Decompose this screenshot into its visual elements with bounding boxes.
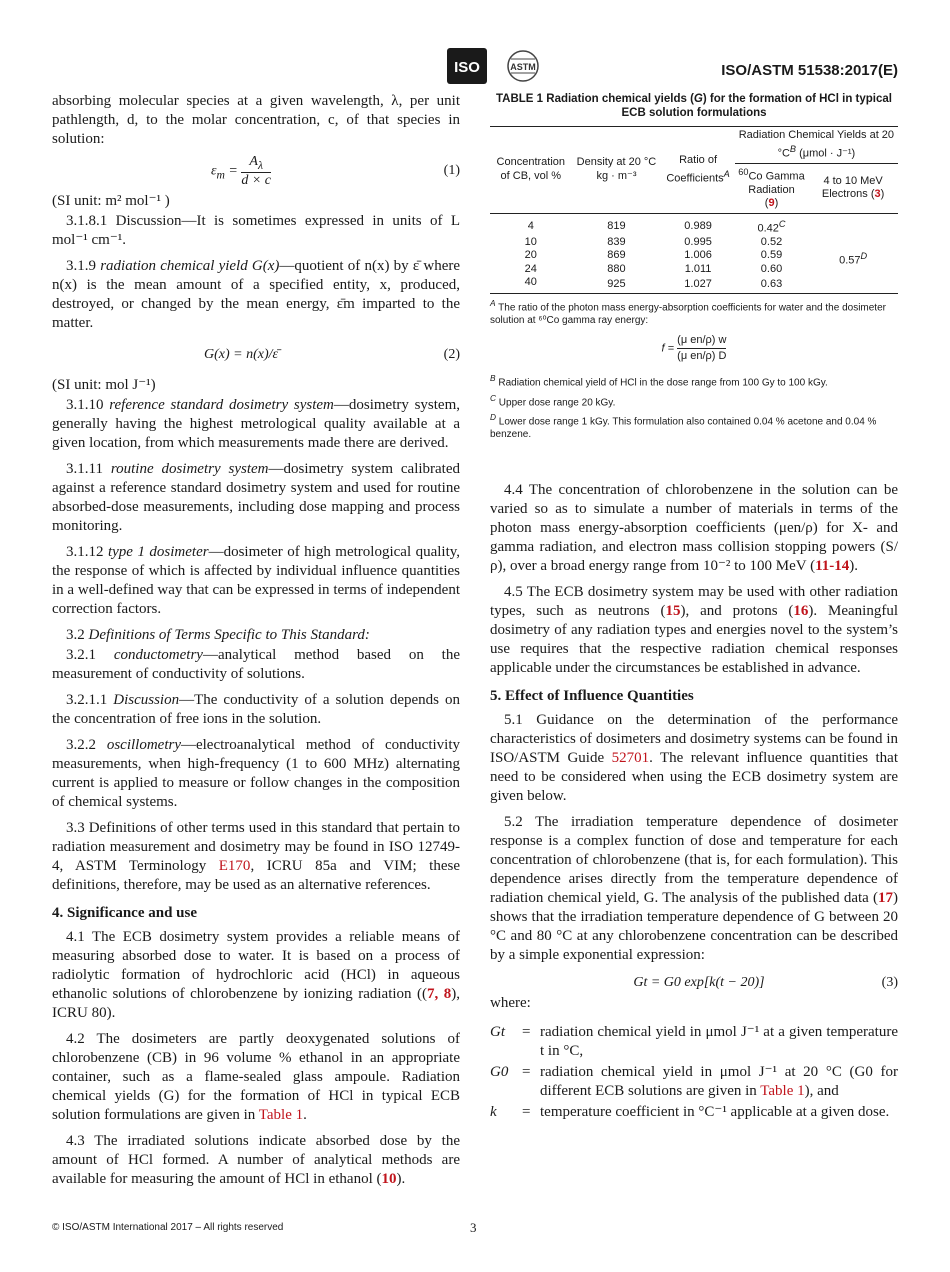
- table-footnotes: [490, 297, 898, 441]
- fn-eq-fraction: [677, 333, 726, 364]
- para-3181: 3.1.8.1 Discussion—It is sometimes expressed in units of L mol⁻¹ cm⁻¹.: [52, 213, 460, 248]
- p3211-num: 3.2.1.1: [66, 692, 108, 708]
- p319-term: radiation chemical yield G(x): [100, 258, 280, 274]
- para-3110: [52, 396, 460, 453]
- para-33: [52, 819, 460, 895]
- document-id: ISO/ASTM 51538:2017(E): [721, 62, 898, 79]
- cell-ratio: 1.011: [684, 262, 712, 275]
- iso-astm-logo-icon: [447, 47, 547, 87]
- p52-text-a: 5.2 The irradiation temperature dependence of dosimeter response is a complex function of dose and temperature for each concentration of chlorobenzene (that is, for each formulation). This dependence arises directly from the temperature dependence of radiation chemical yield, G. The analysis of the published data (: [490, 814, 898, 907]
- p51-text-a: 5.1 Guidance on the determination of the performance characteristics of dosimeters and dosimetry systems can be found in ISO/ASTM Guide: [490, 712, 898, 767]
- p41-text-a: 4.1 The ECB dosimetry system provides a reliable means of measuring absorbed dose to water. It is based on a process of radiolytic formation of hydrochloric acid (HCl) in aqueous ethanolic solutions of chlorobenzene by ionizing radiation ((: [52, 929, 460, 1002]
- col-header-group: [735, 127, 898, 164]
- cell-ratio: 0.995: [684, 235, 712, 248]
- para-32: [52, 626, 460, 645]
- cell-density: 819: [607, 220, 626, 233]
- footnote-a: [490, 297, 898, 327]
- p3112-rest: —dosimeter of high metrological quality, the response of which is affected by individual influence quantities in a well-defined way that can be expressed in terms of independent correction factors.: [52, 544, 461, 617]
- para-42: [52, 1030, 460, 1125]
- eq3-expression: Gt = G0 exp[k(t − 20)]: [633, 975, 765, 991]
- p42-text-a: 4.2 The dosimeters are partly deoxygenated solutions of chlorobenzene (CB) in 96 volume % ethanol in an appropriate container, such as a flame-sealed glass ampoule. Radiation chemical yields (G) for the formation of HCl in typical ECB solution formulations are given in: [52, 1031, 460, 1123]
- footnote-a-equation: [490, 333, 898, 364]
- cell-density: 869: [607, 249, 626, 262]
- header-logos: [447, 47, 547, 87]
- group-header-sup: B: [789, 143, 797, 154]
- logo-astm-text: ASTM: [510, 62, 536, 72]
- right-column: [490, 92, 898, 1124]
- eq1-num-sub: λ: [257, 158, 263, 172]
- col-header-concentration: Concentration of CB, vol %: [490, 127, 572, 214]
- para-322: [52, 736, 460, 812]
- intro-paragraph: absorbing molecular species at a given wavelength, λ, per unit pathlength, d, to the molar concentration, c, of that species in solution:: [52, 93, 460, 147]
- p3111-rest: —dosimetry system calibrated against a reference standard dosimetry system and used for routine absorbed-dose measurements, including dose mapping and process monitoring.: [52, 461, 461, 534]
- col3-sup: A: [723, 168, 730, 179]
- cell-gamma: [735, 213, 808, 236]
- cell-ratio: 1.027: [684, 277, 712, 290]
- p3110-num: 3.1.10: [66, 397, 104, 413]
- para-41: [52, 928, 460, 1023]
- table-1-link[interactable]: Table 1: [258, 1107, 304, 1123]
- p3110-rest: —dosimetry system, generally having the highest metrological quality available at a given location, from which measurements made there are derived.: [52, 397, 461, 451]
- p44-text-a: 4.4 The concentration of chlorobenzene in the solution can be varied so as to simulate a number of materials in terms of the photon mass energy-absorption coefficients (μen/ρ) for X- and gamma radiation, and electron mass collision stopping powers (S/ρ), over a broad energy range from 10⁻² to 100 MeV (: [490, 482, 898, 575]
- para-319: [52, 257, 460, 333]
- right-text: [490, 481, 898, 1122]
- gamma-value: 0.42: [757, 222, 779, 235]
- col-header-ratio: [661, 127, 734, 214]
- p3112-num: 3.1.12: [66, 544, 104, 560]
- col4-sup: 60: [738, 166, 749, 177]
- para-321: [52, 646, 460, 684]
- fn-b-mark: B: [490, 373, 496, 384]
- section-5-heading: 5. Effect of Influence Quantities: [490, 688, 694, 705]
- ref-9-link[interactable]: 9: [768, 197, 775, 210]
- def-symbol: k: [490, 1104, 497, 1121]
- def-text: [540, 1063, 898, 1101]
- definition-k: k = temperature coefficient in °C⁻¹ applicable at a given dose.: [490, 1103, 898, 1122]
- e170-link[interactable]: E170: [218, 858, 251, 874]
- equation-1: $\varepsilon_m$ = $\frac{A_\lambda}{d \times c}$ (1): [210, 153, 460, 189]
- cell-conc: 4: [527, 220, 534, 233]
- fn-d-mark: D: [490, 411, 497, 422]
- group-header-text: Radiation Chemical Yields at 20 °C: [738, 129, 895, 160]
- para-44: [490, 481, 898, 576]
- definition-g0: G0 = radiation chemical yield in μmol J⁻¹ at 20 °C (G0 for different ECB solutions are given in Table 1), and: [490, 1064, 898, 1100]
- footnote-b: [490, 372, 898, 389]
- para-43: [52, 1132, 460, 1189]
- para-45: [490, 583, 898, 678]
- p43-text-a: 4.3 The irradiated solutions indicate absorbed dose by the amount of HCl formed. A number of analytical methods are available for measuring the amount of HCl in ethanol (: [52, 1133, 460, 1187]
- eq3-number: (3): [881, 975, 898, 991]
- p43-text-b: ).: [396, 1171, 406, 1187]
- cell-density: 839: [607, 235, 626, 248]
- footnote-c: [490, 392, 898, 409]
- fn-d-text: Lower dose range 1 kGy. This formulation also contained 0.04 % acetone and 0.04 % benzene.: [490, 416, 877, 441]
- p3211-term: Discussion: [113, 692, 180, 708]
- p32-term: Definitions of Terms Specific to This Standard:: [88, 627, 370, 643]
- eq1-numerator: A: [249, 153, 258, 169]
- p45-text-c: ). Meaningful dosimetry of any radiation types and energies novel to the system’s use requires that the respective radiation chemical responses applicable under the circumstances be established in advance.: [490, 603, 898, 677]
- cell-conc: 24: [524, 262, 537, 275]
- p41-text-b: ), ICRU 80).: [52, 986, 461, 1021]
- p3211-rest: —The conductivity of a solution depends on the concentration of free ions in the solution.: [52, 692, 461, 727]
- para-51: [490, 711, 898, 806]
- p322-term: oscillometry: [106, 737, 181, 753]
- p52-text-b: ) shows that the irradiation temperature dependence of G between 20 °C and 80 °C at any chlorobenzene concentration can be described by a simple exponential expression:: [490, 890, 898, 964]
- eq1-number: (1): [443, 163, 460, 178]
- p3110-term: reference standard dosimetry system: [109, 397, 334, 413]
- p33-text-a: 3.3 Definitions of other terms used in this standard that pertain to radiation measurement and dosimetry may be found in ISO 12749-4, ASTM Terminology: [52, 820, 460, 874]
- col5-text: 4 to 10 MeV Electrons: [821, 174, 883, 201]
- ref-11-14-link[interactable]: 11-14: [815, 558, 850, 575]
- def-text: temperature coefficient in °C⁻¹ applicable at a given dose.: [540, 1104, 890, 1121]
- eq1-lhs: ε: [210, 163, 217, 179]
- cell-electrons: [808, 213, 898, 293]
- cell-gamma: 0.63: [760, 277, 783, 290]
- col-header-density: Density at 20 °C kg · m⁻³: [572, 127, 662, 214]
- caption-g: G: [693, 93, 703, 105]
- para-3112: [52, 543, 460, 619]
- fn-eq-denominator: (μ en/ρ) D: [677, 350, 727, 363]
- fn-a-mark: A: [490, 297, 496, 308]
- col3-text: Ratio of Coefficients: [666, 154, 724, 185]
- eq2-number: (2): [443, 347, 460, 362]
- si-unit-1: (SI unit: m² mol⁻¹ ): [52, 193, 170, 209]
- def-g0-text-a: radiation chemical yield in μmol J⁻¹ at 20 °C (G0 for different ECB solutions are given in: [540, 1064, 898, 1100]
- p322-num: 3.2.2: [66, 737, 96, 753]
- p33-text-b: , ICRU 85a and VIM; these definitions, therefore, may be used as an alternative references.: [52, 858, 460, 893]
- electrons-value: 0.57: [839, 254, 861, 267]
- p32-num: 3.2: [66, 627, 85, 643]
- fn-c-mark: C: [490, 392, 497, 403]
- ref-17-link[interactable]: 17: [878, 890, 893, 907]
- p321-num: 3.2.1: [66, 647, 96, 663]
- cell-ratio: 0.989: [684, 220, 712, 233]
- cell-ratio: 1.006: [684, 249, 712, 262]
- group-header-unit: (μmol · J⁻¹): [799, 147, 856, 160]
- fn-c-text: Upper dose range 20 kGy.: [498, 396, 616, 408]
- table-caption: [490, 92, 898, 120]
- cell-gamma: 0.60: [760, 262, 783, 275]
- p45-text-b: ), and protons (: [680, 603, 794, 620]
- ref-3-link[interactable]: 3: [874, 188, 881, 201]
- logo-iso-text: ISO: [454, 59, 480, 76]
- equation-2: [52, 340, 460, 370]
- table-1: [490, 126, 898, 294]
- fn-a-text: The ratio of the photon mass energy-absorption coefficients for water and the dosimeter solution at ⁶⁰Co gamma ray energy:: [490, 302, 886, 327]
- p321-rest: —analytical method based on the measurement of conductivity of solutions.: [52, 647, 461, 682]
- p3111-term: routine dosimetry system: [110, 461, 269, 477]
- cell-conc: 10: [524, 235, 537, 248]
- guide-52701-link[interactable]: 52701: [611, 750, 650, 767]
- p3112-term: type 1 dosimeter: [107, 544, 209, 560]
- ref-7-8-link[interactable]: 7, 8: [427, 986, 452, 1002]
- col4-text: Co Gamma Radiation: [748, 170, 805, 196]
- left-column: [52, 92, 460, 1196]
- p319-num: 3.1.9: [66, 258, 96, 274]
- eq1-denominator: d × c: [241, 173, 272, 189]
- p321-term: conductometry: [113, 647, 203, 663]
- eq2-expression: G(x) = n(x)/ε̄: [203, 347, 279, 362]
- def-g0-text-b: ), and: [804, 1083, 839, 1100]
- cell-density: 925: [607, 277, 626, 290]
- col-header-gamma: $^{60}$Co Gamma Radiation (9): [735, 163, 808, 213]
- definition-gt: Gt = radiation chemical yield in μmol J⁻¹ at a given temperature t in °C,: [490, 1024, 898, 1060]
- p51-text-b: . The relevant influence quantities that need to be considered when using the ECB dosimetry system are given below.: [490, 750, 898, 805]
- gamma-sup: C: [778, 218, 786, 229]
- fn-b-text: Radiation chemical yield of HCl in the dose range from 100 Gy to 100 kGy.: [498, 377, 828, 389]
- eq1-sub: m: [216, 168, 225, 182]
- p3111-num: 3.1.11: [66, 461, 103, 477]
- caption-text-a: TABLE 1 Radiation chemical yields (: [496, 93, 694, 105]
- equation-3: [490, 972, 898, 994]
- cell-gamma: 0.52: [760, 235, 783, 248]
- where-label: where:: [490, 995, 531, 1012]
- cell-conc: 40: [524, 276, 537, 289]
- eq1-fraction: [241, 154, 271, 189]
- page-number: 3: [470, 1220, 477, 1235]
- def-symbol: Gt: [490, 1024, 505, 1041]
- cell-density: 880: [607, 262, 626, 275]
- def-text: radiation chemical yield in μmol J⁻¹ at a given temperature t in °C,: [540, 1024, 898, 1060]
- ref-10-link[interactable]: 10: [381, 1171, 397, 1187]
- caption-text-b: ) for the formation of HCl in typical ECB solution formulations: [621, 93, 892, 119]
- fn-eq-lhs: f =: [661, 342, 675, 355]
- footer-copyright: © ISO/ASTM International 2017 – All rights reserved: [52, 1222, 284, 1233]
- p319-rest: —quotient of n(x) by ε̄ where n(x) is the mean amount of a specified entity, x, produced, destroyed, or changed by the mean energy, ε̄m imparted to the matter.: [52, 258, 460, 331]
- p44-text-b: ).: [849, 558, 859, 575]
- p42-text-b: .: [303, 1107, 307, 1123]
- electrons-sup: D: [860, 251, 868, 262]
- para-3211: [52, 691, 460, 729]
- footnote-d: [490, 411, 898, 441]
- ref-15-link[interactable]: 15: [665, 603, 681, 620]
- p45-text-a: 4.5 The ECB dosimetry system may be used with other radiation types, such as neutrons (: [490, 584, 898, 620]
- fn-eq-numerator: (μ en/ρ) w: [677, 334, 727, 347]
- section-4-heading: 4. Significance and use: [52, 905, 198, 921]
- def-symbol: G0: [490, 1064, 509, 1081]
- table-1-link-2[interactable]: Table 1: [760, 1083, 805, 1100]
- table-row: [490, 213, 898, 236]
- ref-16-link[interactable]: 16: [793, 603, 809, 620]
- cell-gamma: 0.59: [760, 249, 783, 262]
- p322-rest: —electroanalytical method of conductivity measurements, when high-frequency (1 to 600 MHz) alternating current is applied to measure or follow changes in the composition of chemical systems.: [52, 737, 461, 810]
- para-3111: [52, 460, 460, 536]
- cell-conc: 20: [524, 249, 537, 262]
- para-52: [490, 813, 898, 965]
- col-header-electrons: 4 to 10 MeV Electrons (3): [808, 163, 898, 213]
- si-unit-2: (SI unit: mol J⁻¹): [52, 377, 156, 393]
